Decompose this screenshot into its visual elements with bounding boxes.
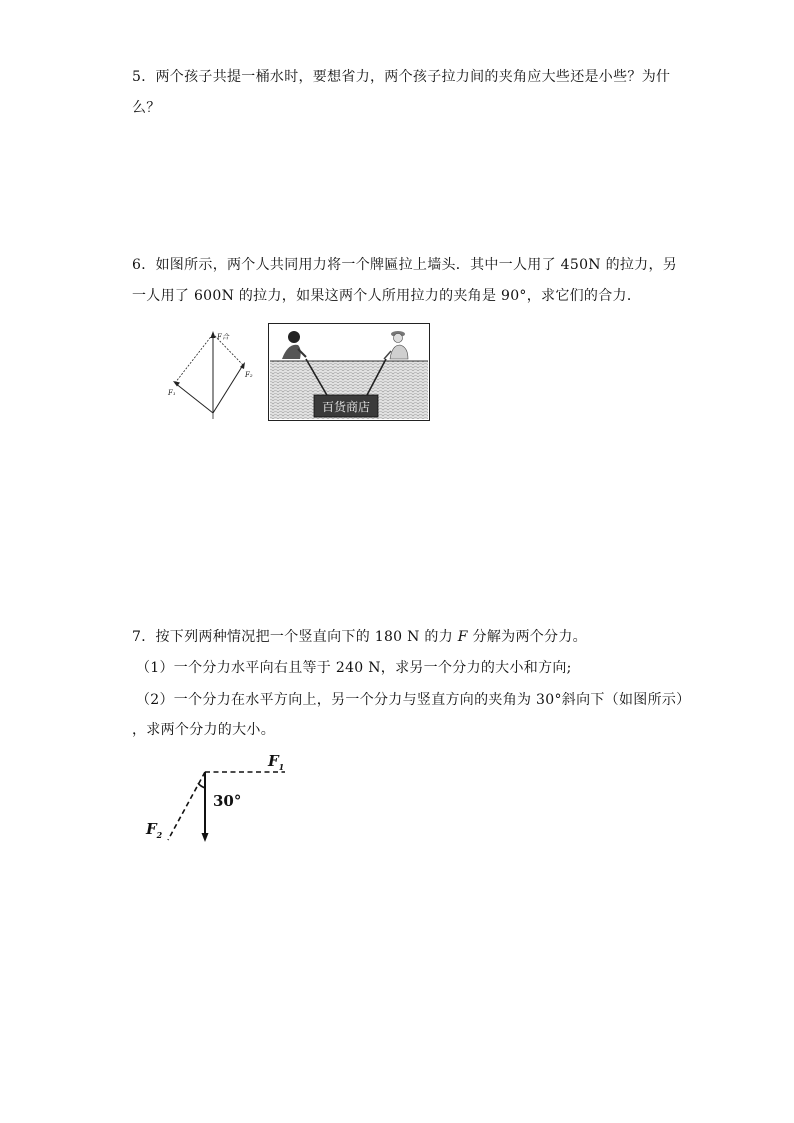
plaque-sign-text: 百货商店 — [321, 400, 371, 414]
q7-part1: （1）一个分力水平向右且等于 240 N，求另一个分力的大小和方向; — [136, 660, 572, 676]
f2-arrow — [213, 365, 243, 413]
f1-label: $F_1$ — [268, 752, 285, 772]
q6-text-line2: 一人用了 600N 的拉力，如果这两个人所用拉力的夹角是 90°，求它们的合力． — [132, 288, 642, 304]
q6-text-line1: 6．如图所示，两个人共同用力将一个牌匾拉上墙头．其中一人用了 450N 的拉力，另 — [132, 257, 678, 273]
q6-force-diagram — [165, 325, 265, 425]
q7-text-line1 — [132, 627, 587, 647]
f2-label: F₂ — [245, 371, 253, 379]
q7-text-line1-a: 7．按下列两种情况把一个竖直向下的 180 N 的力 — [132, 629, 458, 645]
f2-label: $F_2$ — [146, 820, 163, 840]
f1-label: F₁ — [168, 389, 176, 397]
angle-arc — [198, 783, 205, 788]
f1-arrow — [175, 383, 213, 413]
q7-part2-line1: （2）一个分力在水平方向上，另一个分力与竖直方向的夹角为 30°斜向下（如图所示） — [136, 692, 691, 708]
q7-text-line1-b: 分解为两个分力。 — [467, 629, 587, 645]
q5-text-line2: 么？ — [132, 100, 161, 116]
q7-force-diagram — [140, 752, 300, 852]
q7-part2-line2: ，求两个分力的大小。 — [132, 722, 275, 738]
f2-dashed-line — [168, 772, 205, 840]
q7-force-symbol: F — [457, 629, 468, 645]
f-total-label: F合 — [217, 333, 229, 341]
angle-label: 30° — [213, 792, 242, 810]
q6-plaque-illustration — [268, 323, 430, 421]
parallelogram-edge — [175, 334, 213, 383]
q5-text-line1: 5．两个孩子共提一桶水时，要想省力，两个孩子拉力间的夹角应大些还是小些？为什 — [132, 69, 671, 85]
